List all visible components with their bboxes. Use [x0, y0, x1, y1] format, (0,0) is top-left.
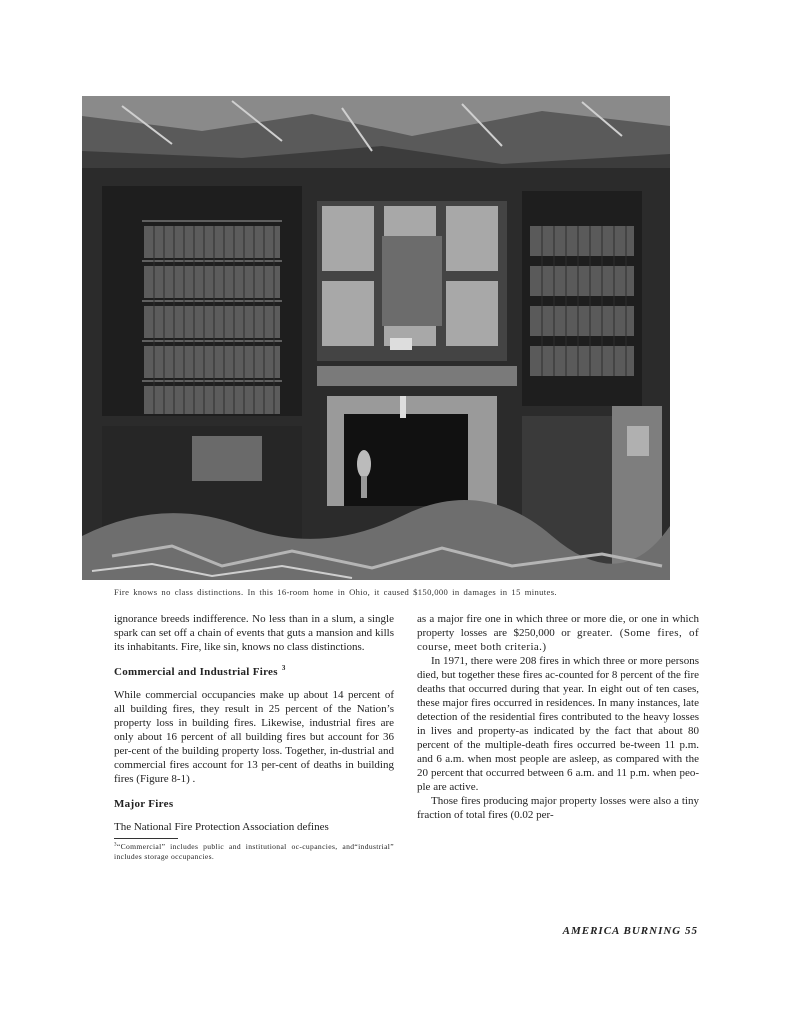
footnote-mark: 3 — [114, 842, 117, 848]
heading-text: Commercial and Industrial Fires — [114, 666, 278, 678]
paragraph: Those fires producing major property losses were also a tiny fraction of total fires (0.02 per- — [417, 795, 699, 821]
footnote-ref: 3 — [281, 664, 286, 673]
burned-room-photo — [82, 96, 670, 580]
footnote-divider — [114, 838, 178, 839]
footnote-text: “Commercial” includes public and institutional oc-cupancies, and“industrial” includes storage occupancies. — [114, 842, 394, 861]
footnote — [114, 842, 394, 861]
paragraph-part: greater. (Some fires, of course, meet both criteria.) — [417, 627, 700, 653]
left-column — [114, 612, 394, 861]
paragraph: In 1971, there were 208 fires in which three or more persons died, but together these fires ac-counted for 8 percent of the fire deaths that occurred during that year. In eight out of ten cases, these major fires occurred in residences. In many instances, late detection of the residential fires contributed to the heavy losses in lives and property-as indicated by the fact that about 80 percent of the multiple-death fires occurred be-tween 11 p.m. and 6 a.m. when most people are asleep, as compared with the 20 percent that occurred between 6 a.m. and 11 p.m. when peo-ple are active. — [417, 655, 699, 793]
paragraph — [417, 612, 699, 654]
right-column — [417, 612, 699, 822]
section-heading — [114, 665, 394, 679]
photo-caption: Fire knows no class distinctions. In this 16-room home in Ohio, it caused $150,000 in damages in 15 minutes. — [114, 587, 557, 597]
section-heading: Major Fires — [114, 798, 174, 810]
page-folio: AMERICA BURNING 55 — [562, 925, 698, 937]
paragraph: The National Fire Protection Association defines — [114, 821, 329, 833]
paragraph: ignorance breeds indifference. No less than in a slum, a single spark can set off a chain of events that guts a mansion and kills its inhabitants. Fire, like sin, knows no class distinctions. — [114, 613, 394, 653]
paragraph: While commercial occupancies make up about 14 percent of all building fires, they result in 25 percent of the Nation’s property loss in building fires. Likewise, industrial fires are only about 16 percent of all building fires but account for 36 per-cent of the building property loss. Together, in-dustrial and commercial fires account for 13 per-cent of deaths in building fires (Figure 8-1) . — [114, 689, 394, 785]
paragraph-part: as a major fire one in which three or more die, or one in which property losses are $250,000 or — [417, 613, 699, 639]
